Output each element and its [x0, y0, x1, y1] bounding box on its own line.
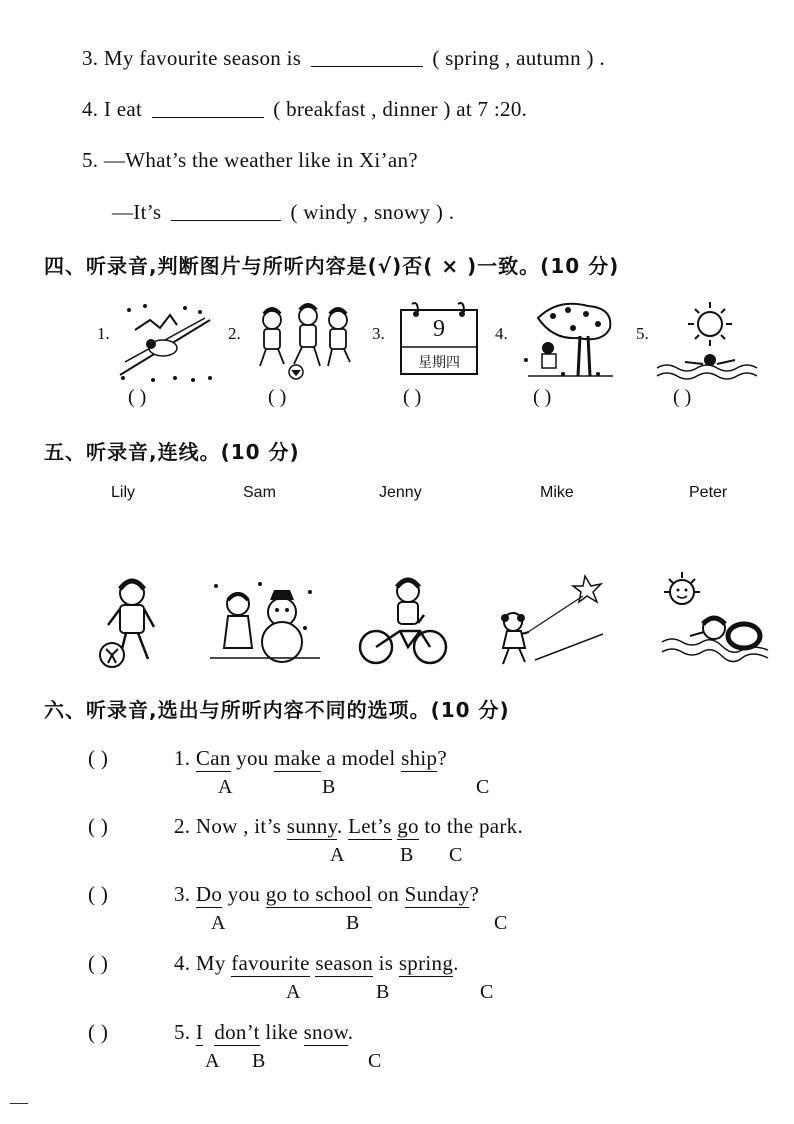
- answer-paren[interactable]: ( ): [88, 814, 109, 838]
- fill-item-5-question: 5. —What’s the weather like in Xi’an?: [82, 148, 418, 172]
- section-6-heading: 六、听录音,选出与所听内容不同的选项。(10 分): [44, 698, 510, 722]
- option-c-label: C: [449, 844, 463, 866]
- option-c-label: C: [494, 912, 508, 934]
- calendar-weekday: 星期四: [418, 355, 460, 371]
- name-jenny[interactable]: Jenny: [379, 484, 422, 501]
- tree-planting-picture: [518, 298, 618, 383]
- name-peter[interactable]: Peter: [689, 484, 728, 501]
- option-b-label: B: [400, 844, 414, 866]
- option-b-label: B: [322, 776, 336, 798]
- answer-paren[interactable]: ( ): [88, 746, 109, 770]
- option-b-label: B: [252, 1050, 266, 1072]
- answer-paren[interactable]: ( ): [88, 951, 109, 975]
- question-2: 2. Now , it’s sunny. Let’s go to the park.: [174, 814, 524, 838]
- fill-item-4: 4. I eat ( breakfast , dinner ) at 7 :20.: [82, 97, 528, 121]
- girl-flying-kite-picture[interactable]: [495, 574, 605, 669]
- name-mike[interactable]: Mike: [540, 484, 574, 501]
- calendar-date: 9: [433, 316, 445, 342]
- option-b-label: B: [346, 912, 360, 934]
- option-c-label: C: [368, 1050, 382, 1072]
- boy-riding-bike-picture[interactable]: [358, 575, 450, 667]
- question-5: 5. I don’t like snow.: [174, 1020, 354, 1044]
- picture-number-4: 4.: [495, 324, 508, 343]
- name-sam[interactable]: Sam: [243, 484, 276, 501]
- football-kids-picture: [250, 300, 360, 385]
- swimming-sun-picture: [655, 298, 765, 383]
- option-b-label: B: [376, 981, 390, 1003]
- option-c-label: C: [476, 776, 490, 798]
- fill-item-3: 3. My favourite season is ( spring , autumn ) .: [82, 46, 605, 70]
- picture-number-2: 2.: [228, 324, 241, 343]
- picture-number-3: 3.: [372, 324, 385, 343]
- question-1: 1. Can you make a model ship?: [174, 746, 447, 770]
- option-a-label: A: [218, 776, 233, 798]
- answer-paren[interactable]: ( ): [88, 1020, 109, 1044]
- footer-mark: —: [10, 1092, 28, 1112]
- boy-swimming-picture[interactable]: [660, 570, 770, 665]
- fill-item-5-answer: —It’s ( windy , snowy ) .: [112, 200, 455, 224]
- answer-paren-5[interactable]: ( ): [673, 386, 692, 408]
- question-4: 4. My favourite season is spring.: [174, 951, 459, 975]
- boy-football-picture[interactable]: [98, 575, 168, 670]
- section-4-heading: 四、听录音,判断图片与所听内容是(√)否( × )一致。(10 分): [44, 254, 620, 278]
- option-a-label: A: [286, 981, 301, 1003]
- answer-blank[interactable]: [152, 99, 264, 118]
- picture-number-5: 5.: [636, 324, 649, 343]
- snowman-picture[interactable]: [210, 578, 320, 663]
- option-a-label: A: [205, 1050, 220, 1072]
- answer-paren-2[interactable]: ( ): [268, 386, 287, 408]
- answer-paren-3[interactable]: ( ): [403, 386, 422, 408]
- answer-blank[interactable]: [311, 48, 423, 67]
- answer-blank[interactable]: [171, 202, 281, 221]
- snow-sledding-picture: [115, 300, 215, 385]
- section-5-heading: 五、听录音,连线。(10 分): [44, 440, 300, 464]
- picture-number-1: 1.: [97, 324, 110, 343]
- name-lily[interactable]: Lily: [111, 484, 136, 501]
- option-a-label: A: [211, 912, 226, 934]
- answer-paren-4[interactable]: ( ): [533, 386, 552, 408]
- answer-paren[interactable]: ( ): [88, 882, 109, 906]
- option-a-label: A: [330, 844, 345, 866]
- option-c-label: C: [480, 981, 494, 1003]
- answer-paren-1[interactable]: ( ): [128, 386, 147, 408]
- question-3: 3. Do you go to school on Sunday?: [174, 882, 480, 906]
